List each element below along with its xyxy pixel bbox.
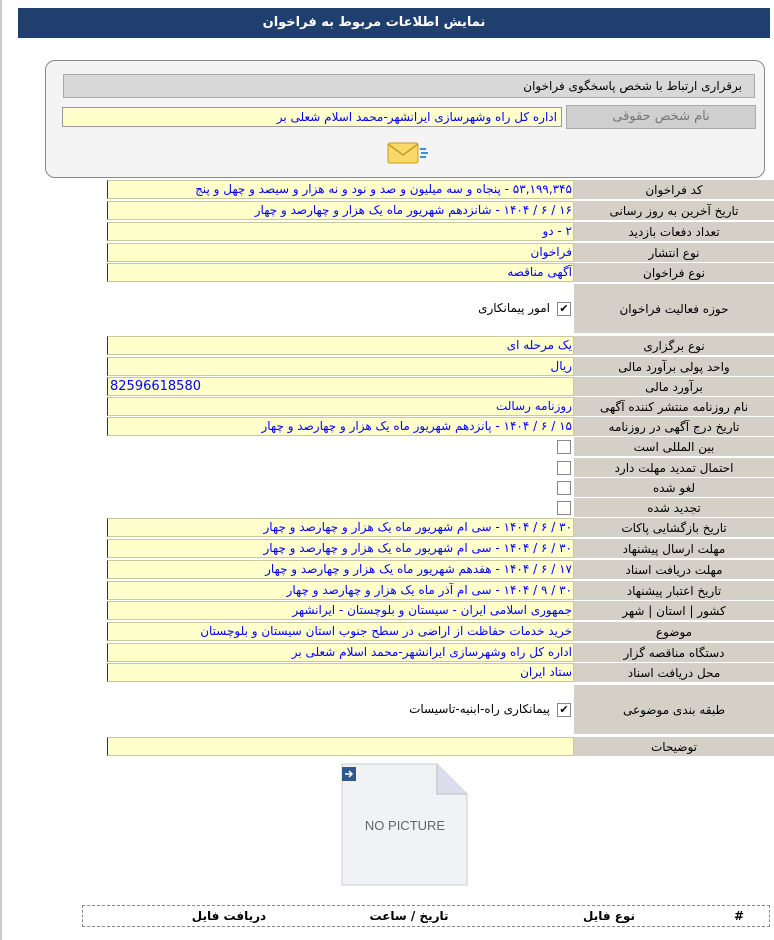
extension-label: احتمال تمدید مهلت دارد	[574, 458, 774, 478]
envelope-icon[interactable]	[386, 139, 430, 169]
row-holding-type	[107, 336, 774, 356]
contact-panel	[45, 60, 765, 178]
row-currency	[107, 357, 774, 377]
contact-title: برقراری ارتباط با شخص پاسخگوی فراخوان	[63, 74, 755, 98]
row-subject	[107, 622, 774, 642]
row-last-update	[107, 201, 774, 221]
cancelled-label: لغو شده	[574, 478, 774, 498]
row-estimate	[107, 377, 774, 397]
row-opening-date	[107, 518, 774, 538]
validity-date-label: تاریخ اعتبار پیشنهاد	[574, 581, 774, 601]
row-cancelled	[107, 478, 774, 498]
row-doc-deadline	[107, 560, 774, 580]
row-renewed	[107, 498, 774, 518]
row-visit-count	[107, 222, 774, 242]
opening-date-label: تاریخ بازگشایی پاکات	[574, 518, 774, 538]
tender-type-value: آگهی مناقصه	[107, 263, 574, 282]
row-extension	[107, 458, 774, 478]
opening-date-value: ۳۰ / ۶ / ۱۴۰۴ - سی ام شهریور ماه یک هزار و چهارصد و چهار	[107, 518, 574, 537]
visit-count-label: تعداد دفعات بازدید	[574, 222, 774, 242]
doc-deadline-label: مهلت دریافت اسناد	[574, 560, 774, 580]
estimate-label: برآورد مالی	[574, 377, 774, 397]
location-value: جمهوری اسلامی ایران - سیستان و بلوچستان - ایرانشهر	[107, 601, 574, 620]
col-download: دریافت فایل	[191, 909, 267, 923]
holding-type-label: نوع برگزاری	[574, 336, 774, 356]
legal-person-label: نام شخص حقوقی	[566, 105, 756, 129]
visit-count-value: ۲ - دو	[107, 222, 574, 241]
row-category	[107, 685, 774, 735]
renewed-label: تجدید شده	[574, 498, 774, 518]
activity-field-checkbox[interactable]: ✔	[557, 302, 571, 316]
activity-field-value: امور پیمانکاری	[478, 301, 550, 315]
doc-deadline-value: ۱۷ / ۶ / ۱۴۰۴ - هفدهم شهریور ماه یک هزار و چهارصد و چهار	[107, 560, 574, 579]
estimate-value: 82596618580	[107, 377, 574, 396]
international-label: بین المللی است	[574, 437, 774, 457]
currency-value: ریال	[107, 357, 574, 376]
page-header: نمایش اطلاعات مربوط به فراخوان	[18, 8, 770, 38]
row-description	[107, 737, 774, 757]
newspaper-date-value: ۱۵ / ۶ / ۱۴۰۴ - پانزدهم شهریور ماه یک هزار و چهارصد و چهار	[107, 417, 574, 436]
category-checkbox[interactable]: ✔	[557, 703, 571, 717]
category-value: پیمانکاری راه-ابنیه-تاسیسات	[409, 702, 550, 716]
subject-label: موضوع	[574, 622, 774, 642]
row-publish-type	[107, 243, 774, 263]
renewed-checkbox[interactable]	[557, 501, 571, 515]
international-checkbox[interactable]	[557, 440, 571, 454]
organizer-label: دستگاه مناقصه گزار	[574, 643, 774, 663]
holding-type-value: یک مرحله ای	[107, 336, 574, 355]
no-picture-text: NO PICTURE	[364, 818, 446, 833]
last-update-value: ۱۶ / ۶ / ۱۴۰۴ - شانزدهم شهریور ماه یک هزار و چهارصد و چهار	[107, 201, 574, 220]
row-validity-date	[107, 581, 774, 601]
newspaper-label: نام روزنامه منتشر کننده آگهی	[574, 397, 774, 417]
tender-code-label: کد فراخوان	[574, 180, 774, 200]
row-doc-place	[107, 663, 774, 683]
tender-type-label: نوع فراخوان	[574, 263, 774, 283]
activity-field-label: حوزه فعالیت فراخوان	[574, 284, 774, 334]
row-submission-deadline	[107, 539, 774, 559]
col-date-time: تاریخ / ساعت	[369, 909, 449, 923]
description-value	[107, 737, 574, 756]
cancelled-checkbox[interactable]	[557, 481, 571, 495]
submission-deadline-value: ۳۰ / ۶ / ۱۴۰۴ - سی ام شهریور ماه یک هزار و چهارصد و چهار	[107, 539, 574, 558]
description-label: توضیحات	[574, 737, 774, 757]
location-label: کشور | استان | شهر	[574, 601, 774, 621]
submission-deadline-label: مهلت ارسال پیشنهاد	[574, 539, 774, 559]
row-organizer	[107, 643, 774, 663]
row-newspaper	[107, 397, 774, 417]
newspaper-date-label: تاریخ درج آگهی در روزنامه	[574, 417, 774, 437]
row-activity-field	[107, 284, 774, 334]
row-tender-code	[107, 180, 774, 200]
doc-place-label: محل دریافت اسناد	[574, 663, 774, 683]
col-number: #	[733, 909, 745, 923]
files-table-header	[82, 905, 770, 927]
row-international	[107, 437, 774, 457]
no-picture-image	[337, 762, 472, 887]
extension-checkbox[interactable]	[557, 461, 571, 475]
last-update-label: تاریخ آخرین به روز رسانی	[574, 201, 774, 221]
subject-value: خرید خدمات حفاظت از اراضی در سطح جنوب استان سیستان و بلوچستان	[107, 622, 574, 641]
newspaper-value: روزنامه رسالت	[107, 397, 574, 416]
legal-person-value: اداره کل راه وشهرسازی ایرانشهر-محمد اسلام شعلی بر	[62, 107, 562, 127]
row-location	[107, 601, 774, 621]
col-file-type: نوع فایل	[583, 909, 635, 923]
publish-type-value: فراخوان	[107, 243, 574, 262]
currency-label: واحد پولی برآورد مالی	[574, 357, 774, 377]
organizer-value: اداره کل راه وشهرسازی ایرانشهر-محمد اسلام شعلی بر	[107, 643, 574, 662]
category-label: طبقه بندی موضوعی	[574, 685, 774, 735]
row-newspaper-date	[107, 417, 774, 437]
row-tender-type	[107, 263, 774, 283]
validity-date-value: ۳۰ / ۹ / ۱۴۰۴ - سی ام آذر ماه یک هزار و چهارصد و چهار	[107, 581, 574, 600]
tender-code-value: ۵۳,۱۹۹,۳۴۵ - پنجاه و سه میلیون و صد و نود و نه هزار و سیصد و چهل و پنج	[107, 180, 574, 199]
doc-place-value: ستاد ایران	[107, 663, 574, 682]
publish-type-label: نوع انتشار	[574, 243, 774, 263]
